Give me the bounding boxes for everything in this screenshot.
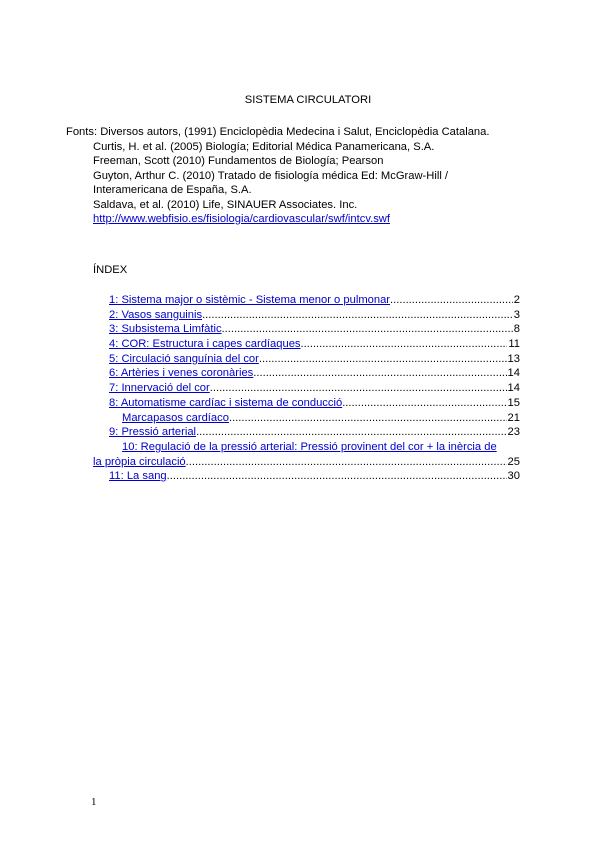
- toc-link[interactable]: 4: COR: Estructura i capes cardíaques: [109, 338, 301, 351]
- source-line: Fonts: Diversos autors, (1991) Enciclopèdia Medecina i Salut, Enciclopèdia Catalana.: [66, 126, 490, 138]
- index-heading: ÍNDEX: [93, 264, 128, 276]
- toc-link[interactable]: 7: Innervació del cor: [109, 382, 210, 395]
- source-line: Interamericana de España, S.A.: [93, 184, 252, 196]
- toc-link[interactable]: 6: Artèries i venes coronàries: [109, 367, 254, 380]
- source-line: Curtis, H. et al. (2005) Biología; Editorial Médica Panamericana, S.A.: [93, 140, 435, 153]
- toc-page-number: 13: [507, 352, 520, 365]
- toc-entry: [0, 396, 616, 411]
- toc-entry: [0, 469, 616, 484]
- page-number: 1: [91, 796, 97, 808]
- toc-link[interactable]: 3: Subsistema Limfàtic: [109, 323, 222, 336]
- toc-entry: [0, 440, 616, 455]
- toc-link[interactable]: 1: Sistema major o sistèmic - Sistema menor o pulmonar: [109, 294, 391, 306]
- toc-entry: [0, 381, 616, 396]
- toc-link[interactable]: la pròpia circulació: [93, 455, 186, 468]
- toc-link[interactable]: 9: Pressió arterial: [109, 426, 197, 439]
- toc-entry: [0, 337, 616, 352]
- toc-link[interactable]: Marcapasos cardíaco: [122, 411, 229, 424]
- toc-page-number: 21: [507, 411, 520, 424]
- table-of-contents: [0, 293, 616, 484]
- toc-page-number: 8: [513, 323, 520, 336]
- toc-link[interactable]: 10: Regulació de la pressió arterial: Pressió provinent del cor + la inèrcia de: [122, 440, 497, 453]
- toc-page-number: 15: [507, 396, 520, 409]
- toc-page-number: 14: [507, 367, 520, 380]
- toc-entry: [0, 425, 616, 440]
- toc-page-number: 3: [513, 308, 520, 321]
- toc-page-number: 11: [508, 338, 520, 351]
- toc-entry: [0, 411, 616, 426]
- source-link[interactable]: http://www.webfisio.es/fisiologia/cardiovascular/swf/intcv.swf: [93, 213, 390, 225]
- toc-link[interactable]: 8: Automatisme cardíac i sistema de conducció: [109, 396, 343, 409]
- toc-entry: [0, 366, 616, 381]
- source-line: Saldava, et al. (2010) Life, SINAUER Associates. Inc.: [93, 198, 358, 211]
- toc-page-number: 23: [507, 426, 520, 439]
- toc-link[interactable]: 5: Circulació sanguínia del cor: [109, 352, 259, 365]
- toc-page-number: 30: [507, 470, 520, 483]
- source-line: Freeman, Scott (2010) Fundamentos de Biología; Pearson: [93, 155, 384, 167]
- toc-entry: [0, 308, 616, 323]
- document-title: SISTEMA CIRCULATORI: [244, 94, 372, 106]
- toc-link[interactable]: 2: Vasos sanguinis: [109, 308, 203, 321]
- toc-page-number: 25: [507, 455, 520, 468]
- toc-page-number: 2: [513, 294, 520, 306]
- toc-page-number: 14: [507, 382, 520, 395]
- toc-entry: [0, 293, 616, 308]
- toc-entry: [0, 352, 616, 367]
- toc-link[interactable]: 11: La sang: [109, 470, 167, 483]
- sources-block: [66, 125, 556, 227]
- toc-entry: [0, 322, 616, 337]
- toc-entry-continuation: [0, 455, 616, 470]
- source-line: Guyton, Arthur C. (2010) Tratado de fisiología médica Ed: McGraw-Hill /: [93, 169, 449, 182]
